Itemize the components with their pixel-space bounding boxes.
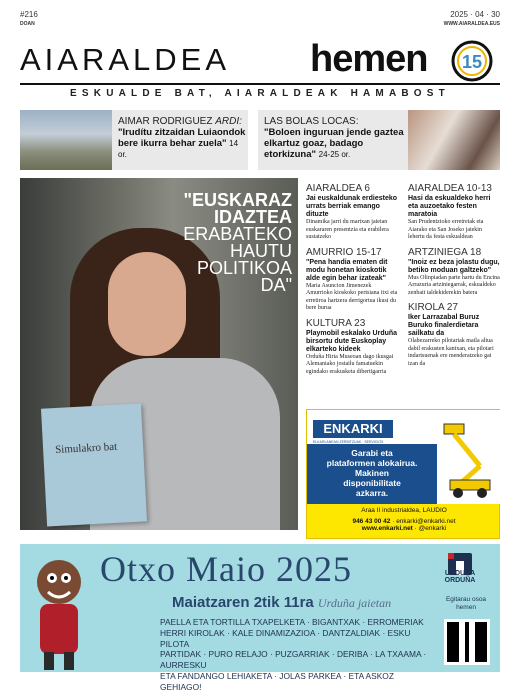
anniversary-number: 15 bbox=[461, 52, 483, 72]
enkarki-subtitle: ELKARLANEAN ZERBITZUAK · SERVICIOS bbox=[313, 440, 384, 444]
website-link[interactable]: WWW.AIARALDEA.EUS bbox=[443, 21, 500, 27]
teaser-name: LAS BOLAS LOCAS: bbox=[264, 116, 359, 127]
price-label: DOAN bbox=[20, 21, 35, 27]
news-item[interactable]: AIARALDEA 10-13 Hasi da eskualdeko herri eta auzoetako festen maratoia San Prudentzioko erretretak eta Aiarako eta San Joseko jaiekin lehertu da festa eskualdean bbox=[408, 183, 492, 240]
anniversary-badge-icon bbox=[450, 40, 494, 82]
banner-title: Otxo Maio 2025 bbox=[100, 549, 352, 589]
cover-headline: "EUSKARAZ IDAZTEA ERABATEKO HAUTU POLITIKOA DA" bbox=[183, 190, 292, 295]
masthead-rule bbox=[20, 83, 500, 85]
cover-photo[interactable] bbox=[20, 178, 298, 530]
logo-text: AIARALDEA bbox=[20, 42, 231, 77]
banner-dates: Maiatzaren 2tik 11ra Urduña jaietan bbox=[172, 594, 392, 611]
wolf-mascot-icon bbox=[28, 548, 90, 670]
news-item[interactable]: ARTZINIEGA 18 "Inoiz ez beza jolastu dugu, betiko moduan galtzeko" Mus Olinpiadan parte hartu du Encina Arrazuria artziniegarrak, eskualdeko zenbait taldekiderekin batera bbox=[408, 246, 500, 296]
teaser-photo bbox=[408, 110, 500, 170]
teaser-quote: "Boloen inguruan jende gaztea elkartuz goaz, badago etorkizuna" bbox=[264, 127, 404, 160]
enkarki-logo: ENKARKI bbox=[313, 420, 393, 438]
news-item[interactable]: KULTURA 23 Playmobil eskalako Urduña birsortu dute Euskoplay elkarteko kideek Orduña Hiria Museoan dago ikusgai Alemaniako jostailu famatuekin egindako erakusketa dibertigarria bbox=[306, 317, 398, 375]
news-column-left bbox=[306, 183, 398, 381]
masthead-logo bbox=[20, 38, 500, 84]
qr-code-icon[interactable] bbox=[444, 619, 490, 665]
teaser-page: 14 or. bbox=[118, 139, 239, 159]
ad-message: Garabi eta plataformen alokairua. Makinen disponibilitate azkarra. bbox=[307, 444, 437, 504]
aerial-lift-icon bbox=[440, 420, 495, 500]
teaser-page: 24-25 or. bbox=[318, 150, 351, 159]
urduna-logo-text: URDUÑA ORDUÑA bbox=[444, 570, 476, 584]
news-item[interactable]: AMURRIO 15-17 "Pena handia ematen dit modu honetan kioskotik alde egin behar izateak" Maria Asuncion Jimenezek Amurrioko kioskoko pertsiana itxi eta erretiroa hartzera derrigortua ikusi du bere burua bbox=[306, 246, 398, 311]
issue-number: #216 bbox=[20, 10, 38, 19]
egitaraua-label: Egitarau osoa hemen bbox=[445, 596, 487, 611]
issue-date: 2025 · 04 · 30 bbox=[450, 10, 500, 19]
news-item[interactable]: AIARALDEA 6 Jai euskaldunak erdiesteko urrats berriak emango dituzte Dinamika jarri du martxan jaietan euskararen presentzia eta erabilera sustatzeko bbox=[306, 183, 398, 240]
news-index bbox=[306, 183, 500, 408]
teaser-bolas[interactable] bbox=[258, 110, 500, 170]
logo-bold-text: hemen bbox=[310, 38, 428, 80]
otxo-maio-banner[interactable] bbox=[20, 544, 500, 692]
ad-address: Araa II industrialdea, LAUDIO bbox=[361, 507, 447, 514]
teaser-aimar[interactable]: AIMAR RODRIGUEZ ARDI: "Irudítu zitzaidan Luiaondok bere ikurra behar zuela" 14 or. bbox=[20, 110, 248, 170]
enkarki-ad[interactable] bbox=[306, 409, 500, 539]
news-column-right bbox=[408, 183, 500, 373]
teaser-photo bbox=[20, 110, 112, 170]
news-item[interactable]: KIROLA 27 Iker Larrazabal Buruz Buruko finalerdietara sailkatu da Olabezarreko pilotariak maila altua dabil erakusten kantxan, eta pilotari indartsuenak ere menderatzeko gai izan da bbox=[408, 302, 494, 367]
ad-contact: 946 43 00 42 · enkarki@enkarki.net www.enkarki.net · @enkarki bbox=[352, 518, 456, 532]
masthead-top bbox=[20, 10, 500, 40]
teaser-quote: "Irudítu zitzaidan Luiaondok bere ikurra behar zuela" bbox=[118, 127, 246, 149]
book-title: Simulakro bat bbox=[54, 440, 118, 457]
banner-activities: PAELLA ETA TORTILLA TXAPELKETA · BIGANTXAK · ERROMERIAK HERRI KIROLAK · KALE DINAMIZAZIOA · DANTZALDIAK · ESKU PILOTA PARTIDAK · PURO RELAJO · PUZGARRIAK · DERIBA · LA TXAAMA · AURRESKU ETA FANDANGO LEHIAKETA · JOLAS PARKEA · ETA ASKOZ GEHIAGO! bbox=[160, 617, 427, 692]
tagline: ESKUALDE BAT, AIARALDEAK HAMABOST bbox=[70, 88, 450, 99]
book-cover bbox=[41, 403, 147, 526]
